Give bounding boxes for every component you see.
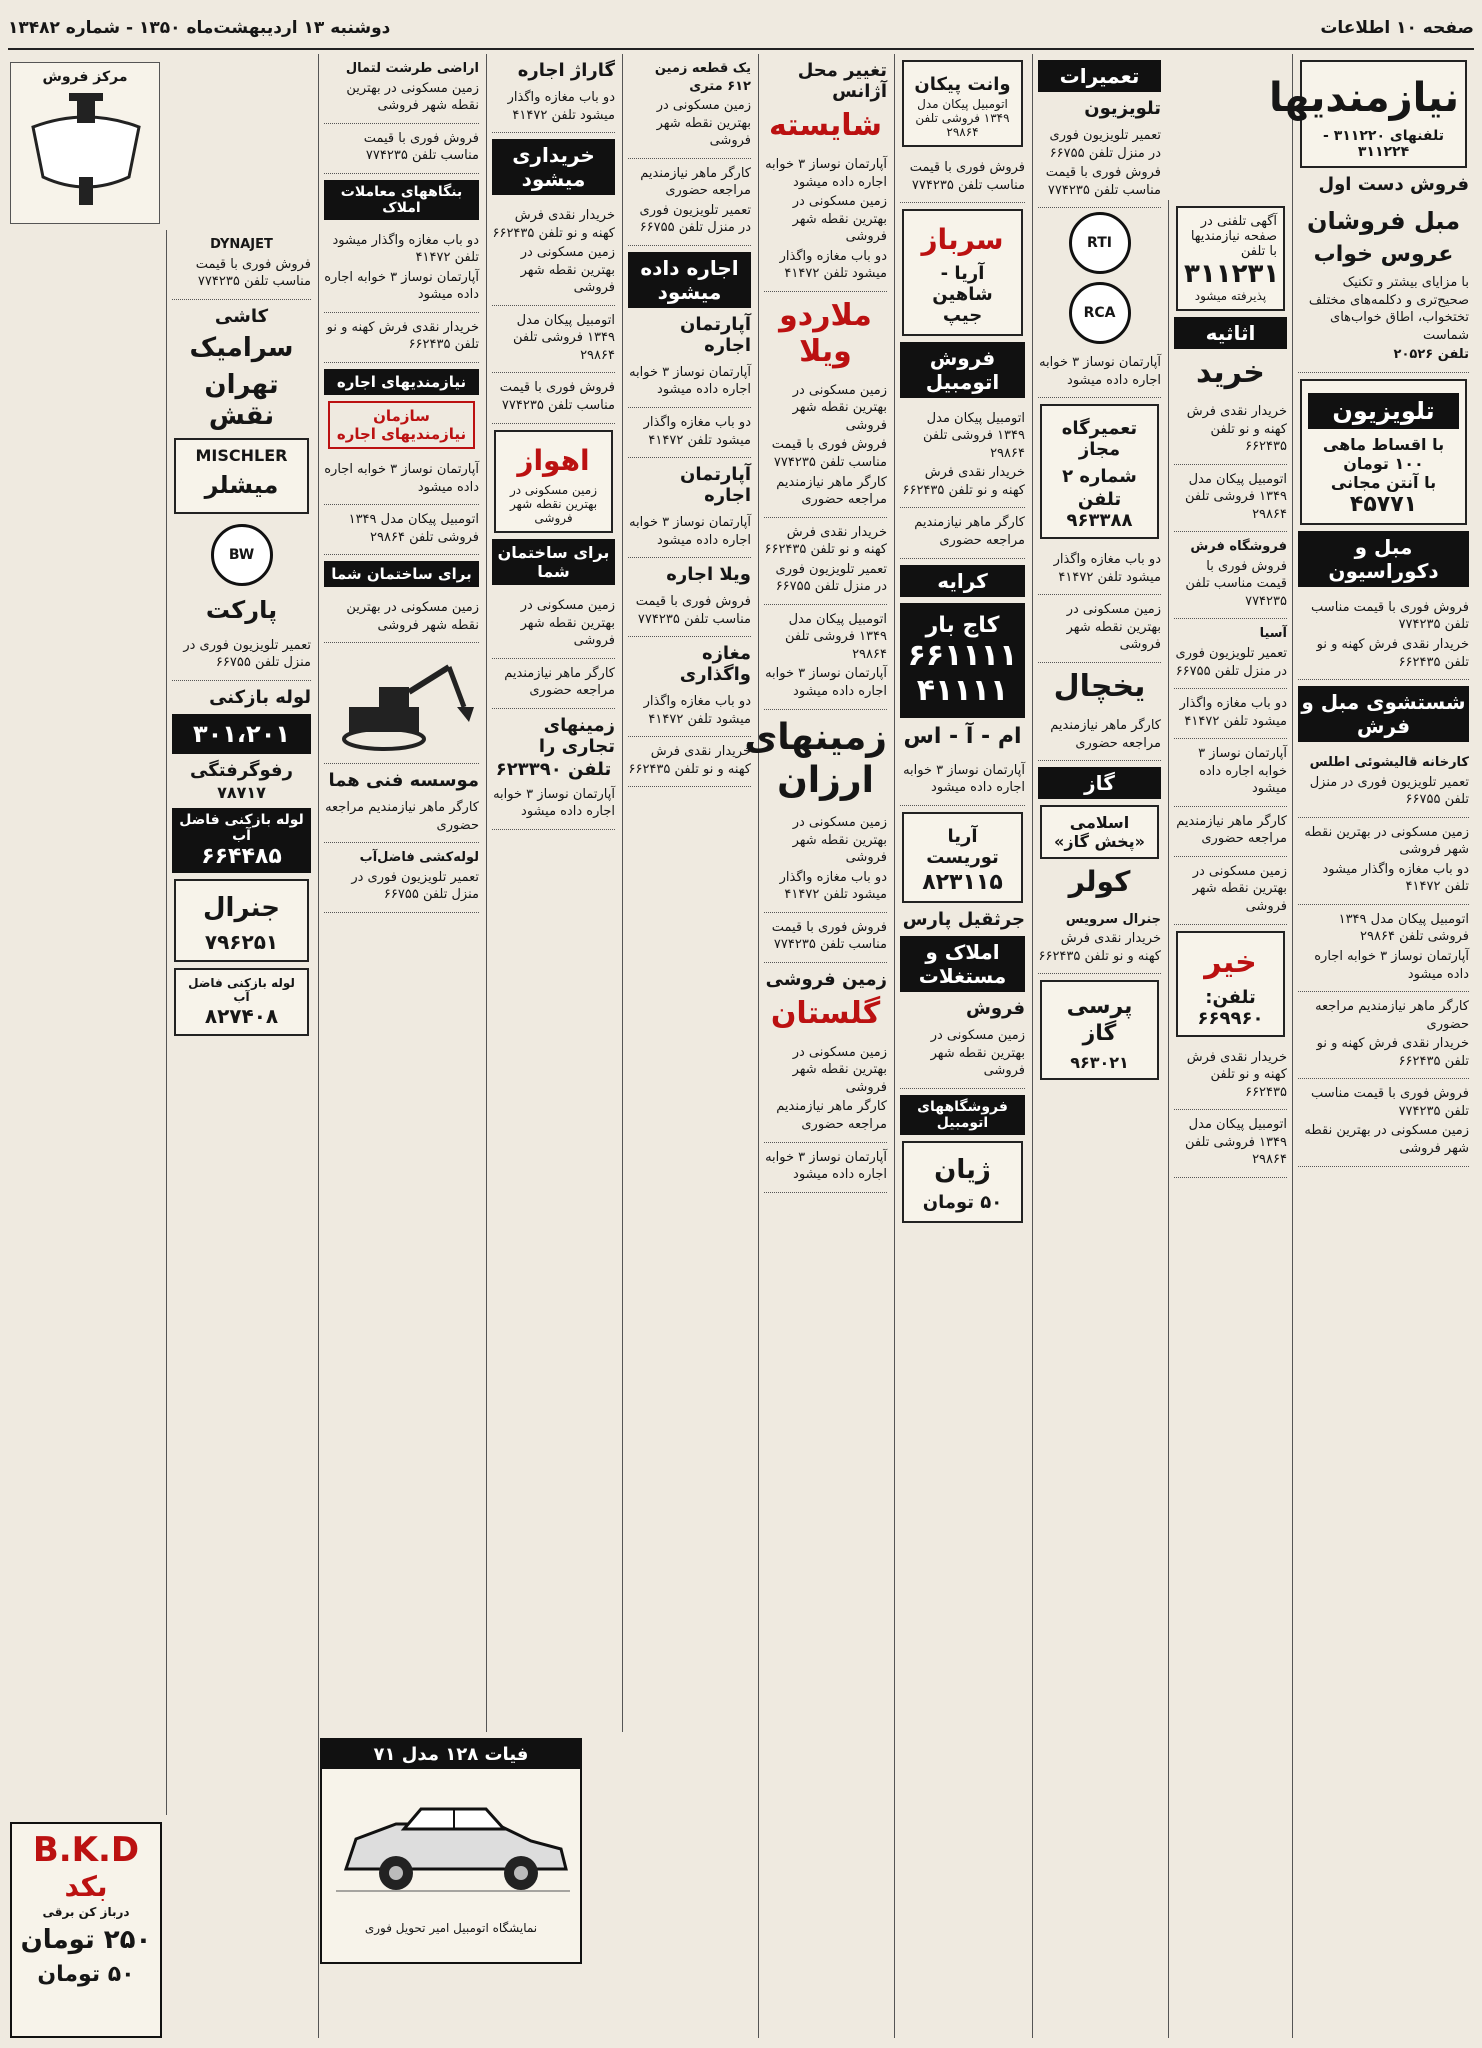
ad-block: کارگر ماهر نیازمندیم مراجعه حضوری (324, 793, 479, 843)
general-ad: جنرال ۷۹۶۲۵۱ (174, 879, 309, 962)
crane-title: جرثقیل پارس (902, 909, 1025, 930)
furniture-phone: تلفن ۲۰۵۲۶ (1393, 347, 1469, 363)
cheap-lands-title: زمینهای ارزان (744, 716, 887, 801)
ad-block: فروش فوری با قیمت مناسب تلفن ۷۷۴۲۳۵ (900, 153, 1025, 203)
ceramic-title: سرامیک (189, 332, 294, 363)
persia-gaz-ad: پرسی گاز ۹۶۳۰۲۱ (1040, 980, 1159, 1080)
kheir-phone: تلفن: ۶۶۹۹۶۰ (1197, 986, 1264, 1029)
ad-block: فروش فوری با قیمت مناسب تلفن ۷۷۴۲۳۵ (764, 913, 887, 963)
mas-title: ام - آ - اس (903, 723, 1022, 749)
ad-block: جنرال سرویس خریدار نقدی فرش کهنه و نو تلفن ۶۶۲۴۳۵ (1038, 905, 1161, 975)
section-cleaning: شستشوی مبل و فرش (1298, 686, 1469, 742)
classifieds-title: نیازمندیها (1268, 75, 1459, 121)
fiat-title: فیات ۱۲۸ مدل ۷۱ (322, 1740, 580, 1769)
pakhsh-gaz-ad: اسلامی «پخش گاز» (1040, 805, 1159, 859)
bkd-ad: B.K.D بکد درباز کن برقی ۲۵۰ تومان ۵۰ تومان (10, 1822, 162, 2038)
section-construction: برای ساختمان شما (492, 539, 615, 585)
ad-block: زمین مسکونی در بهترین نقطه شهر فروشی فروش فوری با قیمت مناسب تلفن ۷۷۴۲۳۵ کارگر ماهر نیازمندیم مراجعه حضوری (764, 376, 887, 518)
sink-ad: مرکز فروش (10, 62, 160, 224)
ad-block: خریدار نقدی فرش کهنه و نو تلفن ۶۶۲۴۳۵ (1174, 1043, 1287, 1111)
ad-block: کارخانه قالیشوئی اطلس تعمیر تلویزیون فوری در منزل تلفن ۶۶۷۵۵ (1298, 748, 1469, 818)
ad-block: دو باب مغازه واگذار میشود تلفن ۴۱۴۷۲ آپارتمان نوساز ۳ خوابه اجاره داده میشود (324, 226, 479, 313)
fazel-ad: لوله بازکنی فاضل آب ۸۲۷۴۰۸ (174, 968, 309, 1036)
phone-ad-box: آگهی تلفنی در صفحه نیازمندیها با تلفن ۳۱۱۲۳۱ پذیرفته میشود (1176, 206, 1285, 311)
column-5: یک قطعه زمین ۶۱۲ متری زمین مسکونی در بهترین نقطه شهر فروشی کارگر ماهر نیازمندیم مراجعه حضوری تعمیر تلویزیون فوری در منزل تلفن ۶۶۷۵۵ اجاره داده میشود آپارتمان اجاره آپارتمان نوساز ۳ خوابه اجاره داده میشود دو باب مغازه واگذار میشود تلفن ۴۱۴۷۲ آپارتمان اجاره آپارتمان نوساز ۳ خوابه اجاره داده میشود ویلا اجاره فروش فوری با قیمت مناسب تلفن ۷۷۴۲۳۵ مغازه واگذاری دو باب مغازه واگذار میشود تلفن ۴۱۴۷۲ خریدار نقدی فرش کهنه و نو تلفن ۶۶۲۴۳۵ (622, 54, 756, 1732)
ad-block: فروش فوری با قیمت مناسب تلفن ۷۷۴۲۳۵ (492, 373, 615, 423)
ad-block: اتومبیل پیکان مدل ۱۳۴۹ فروشی تلفن ۲۹۸۶۴ خریدار نقدی فرش کهنه و نو تلفن ۶۶۲۴۳۵ (900, 404, 1025, 509)
section-rent-given: اجاره داده میشود (628, 252, 751, 308)
repair-shop-title: تعمیرگاه مجاز (1061, 418, 1138, 461)
ad-block: زمین مسکونی در بهترین نقطه شهر فروشی (324, 593, 479, 643)
ad-block: کارگر ماهر نیازمندیم مراجعه حضوری تعمیر تلویزیون فوری در منزل تلفن ۶۶۷۵۵ (628, 159, 751, 246)
ad-block: تعمیر تلویزیون فوری در منزل تلفن ۶۶۷۵۵ (172, 631, 311, 681)
shayesteh-title: شایسته (769, 108, 882, 143)
excavator-ad (324, 643, 479, 764)
section-repairs: تعمیرات (1038, 60, 1161, 92)
ad-block: فروش فوری با قیمت مناسب تلفن ۷۷۴۲۳۵ (324, 124, 479, 174)
ad-block: زمین مسکونی در بهترین نقطه شهر فروشی (900, 1021, 1025, 1089)
parquet-ad: BW پارکت (172, 520, 311, 625)
ad-block: دو باب مغازه واگذار میشود تلفن ۴۱۴۷۲ (628, 687, 751, 737)
fridge-title: یخچال (1053, 669, 1146, 705)
rent-organization-stamp: سازمان نیازمندیهای اجاره (328, 401, 475, 449)
bedroom-title: عروس خواب (1313, 241, 1454, 267)
ad-block: کارگر ماهر نیازمندیم مراجعه حضوری (492, 659, 615, 709)
ad-block: زمین مسکونی در بهترین نقطه شهر فروشی دو باب مغازه واگذار میشود تلفن ۴۱۴۷۲ (1298, 818, 1469, 905)
bw-logo-icon: BW (211, 524, 273, 586)
ad-block: اتومبیل پیکان مدل ۱۳۴۹ فروشی تلفن ۲۹۸۶۴ آپارتمان نوساز ۳ خوابه اجاره داده میشود (1298, 905, 1469, 992)
agency-move-title: تغییر محل آژانس (797, 60, 887, 102)
van-ad: وانت پیکان اتومبیل پیکان مدل ۱۳۴۹ فروشی تلفن ۲۹۸۶۴ (902, 60, 1023, 147)
ad-block: اتومبیل پیکان مدل ۱۳۴۹ فروشی تلفن ۲۹۸۶۴ آپارتمان نوساز ۳ خوابه اجاره داده میشود (764, 605, 887, 710)
tv-ad-phone: ۴۵۷۷۱ (1349, 491, 1418, 517)
ad-block: خریدار نقدی فرش کهنه و نو تلفن ۶۶۲۴۳۵ زمین مسکونی در بهترین نقطه شهر فروشی (492, 201, 615, 306)
fiat-car-ad (320, 1738, 582, 1964)
ad-block: آپارتمان نوساز ۳ خوابه اجاره داده میشود (1174, 739, 1287, 807)
page-number: صفحه ۱۰ اطلاعات (1320, 18, 1474, 38)
section-gas: گاز (1038, 767, 1161, 799)
section-buyers: خریداری میشود (492, 139, 615, 195)
ad-block: تعمیر تلویزیون فوری در منزل تلفن ۶۶۷۵۵ فروش فوری با قیمت مناسب تلفن ۷۷۴۲۳۵ (1038, 121, 1161, 208)
arya-ad: آریا توریست ۸۲۳۱۱۵ (902, 812, 1023, 903)
ad-block: کارگر ماهر نیازمندیم مراجعه حضوری (900, 508, 1025, 558)
sewage-ad: لوله بازکنی فاضل آب ۶۶۴۴۸۵ (172, 808, 311, 873)
ad-block: دو باب مغازه واگذار میشود تلفن ۴۱۴۷۲ (1174, 689, 1287, 739)
section-furnishings: اثاثیه (1174, 317, 1287, 349)
column-2 (1032, 54, 1166, 2038)
ad-block: زمین مسکونی در بهترین نقطه شهر فروشی دو باب مغازه واگذار میشود تلفن ۴۱۴۷۲ (764, 808, 887, 913)
ad-block: لوله‌کشی فاضل‌آب تعمیر تلویزیون فوری در منزل تلفن ۶۶۷۵۵ (324, 843, 479, 913)
ad-block: فروش فوری با قیمت مناسب تلفن ۷۷۴۲۳۵ (628, 587, 751, 637)
section-rent: کرایه (900, 565, 1025, 597)
repair-shop-ad: تعمیرگاه مجاز شماره ۲ تلفن ۹۶۳۳۸۸ (1040, 404, 1159, 539)
kheir-title: خیر (1204, 944, 1257, 980)
ad-block: آپارتمان نوساز ۳ خوابه اجاره داده میشود (764, 1143, 887, 1193)
tv-repair-title: تلویزیون (1084, 98, 1161, 119)
furniture-ad (1298, 197, 1469, 373)
section-car-sales: فروش اتومبیل (900, 342, 1025, 398)
ad-block: فروش فوری با قیمت مناسب تلفن ۷۷۴۲۳۵ زمین مسکونی در بهترین نقطه شهر فروشی (1298, 1079, 1469, 1166)
rca-logo-icon: RCA (1069, 282, 1131, 344)
column-1b (1168, 200, 1292, 2038)
excavator-icon (329, 647, 479, 757)
column-1 (1268, 54, 1474, 2038)
ad-block: اتومبیل پیکان مدل ۱۳۴۹ فروشی تلفن ۲۹۸۶۴ (492, 306, 615, 374)
buy-title: خرید (1196, 355, 1265, 390)
car-icon (326, 1769, 580, 1919)
bkd-logo: B.K.D (32, 1830, 140, 1870)
kheir-ad (1176, 931, 1285, 1037)
ad-block: کارگر ماهر نیازمندیم مراجعه حضوری (1038, 711, 1161, 761)
ad-block: اراضی طرشت لتمال زمین مسکونی در بهترین نقطه شهر فروشی (324, 54, 479, 124)
ad-block: اتومبیل پیکان مدل ۱۳۴۹ فروشی تلفن ۲۹۸۶۴ (1174, 1110, 1287, 1178)
section-construction-2: برای ساختمان شما (324, 561, 479, 587)
repair-shop-phone: تلفن ۹۶۳۳۸۸ (1066, 489, 1133, 532)
ad-block: کارگر ماهر نیازمندیم مراجعه حضوری خریدار نقدی فرش کهنه و نو تلفن ۶۶۲۴۳۵ (1298, 992, 1469, 1079)
ad-block: فروش فوری با قیمت مناسب تلفن ۷۷۴۲۳۵ خریدار نقدی فرش کهنه و نو تلفن ۶۶۲۴۳۵ (1298, 593, 1469, 680)
section-car-stores: فروشگاههای اتومبیل (900, 1095, 1025, 1135)
tv-ad-title: تلویزیون (1308, 393, 1459, 429)
ad-block: کارگر ماهر نیازمندیم مراجعه حضوری (1174, 807, 1287, 857)
phone-ad-text: آگهی تلفنی در صفحه نیازمندیها با تلفن (1190, 214, 1277, 259)
ad-block: فروشگاه فرش فروش فوری با قیمت مناسب تلفن ۷۷۴۲۳۵ (1174, 532, 1287, 619)
pipe-phone: ۳۰۱،۲۰۱ (172, 714, 311, 754)
ad-block: زمین مسکونی در بهترین نقطه شهر فروشی کارگر ماهر نیازمندیم مراجعه حضوری (764, 1038, 887, 1143)
ad-block: آپارتمان نوساز ۳ خوابه اجاره داده میشود (324, 455, 479, 505)
ad-block: آسیا تعمیر تلویزیون فوری در منزل تلفن ۶۶۷۵۵ (1174, 619, 1287, 689)
section-real-estate: املاک و مستغلات (900, 936, 1025, 992)
classifieds-banner (1268, 60, 1467, 168)
ad-block: دو باب مغازه واگذار میشود تلفن ۴۱۴۷۲ (492, 83, 615, 133)
tv-ad (1300, 379, 1467, 525)
fiat-footer: نمایشگاه اتومبیل امیر تحویل فوری (364, 1921, 538, 1935)
masthead (8, 8, 1474, 50)
ad-block: آپارتمان نوساز ۳ خوابه اجاره داده میشود (1038, 348, 1161, 398)
ad-block: خریدار نقدی فرش کهنه و نو تلفن ۶۶۲۴۳۵ (628, 737, 751, 787)
brand-logos (1038, 208, 1161, 348)
ad-block: دو باب مغازه واگذار میشود تلفن ۴۱۴۷۲ (628, 408, 751, 458)
furniture-text: با مزایای بیشتر و تکنیک صحیح‌تری و دکلمه‌های مختلف تختخواب، اطاق خواب‌های شماست (1308, 275, 1469, 343)
ad-block: دو باب مغازه واگذار میشود تلفن ۴۱۴۷۲ (1038, 545, 1161, 595)
ad-block: DYNAJET فروش فوری با قیمت مناسب تلفن ۷۷۴۲۳۵ (172, 230, 311, 300)
column-8: DYNAJET فروش فوری با قیمت مناسب تلفن ۷۷۴۲۳۵ کاشی سرامیک تهران نقش MISCHLER میشلر BW پارکت تعمیر تلویزیون فوری در منزل تلفن ۶۶۷۵۵ لوله بازکنی ۳۰۱،۲۰۱ رفوگرفتگی ۷۸۷۱۷ لوله بازکنی فاضل آب ۶۶۴۴۸۵ جنرال ۷۹۶۲۵۱ لوله بازکنی فاضل آب ۸۲۷۴۰۸ (166, 230, 316, 1815)
ad-block: آپارتمان نوساز ۳ خوابه اجاره داده میشود (900, 756, 1025, 806)
furniture-title: مبل فروشان (1306, 207, 1461, 235)
ad-block: زمین مسکونی در بهترین نقطه شهر فروشی (492, 591, 615, 659)
tv-ad-price: با اقساط ماهی ۱۰۰ تومان (1322, 434, 1445, 473)
kajbar-ad: کاج بار ۶۶۱۱۱۱ ۴۱۱۱۱ (900, 603, 1025, 718)
ad-block: آپارتمان نوساز ۳ خوابه اجاره داده میشود (628, 508, 751, 558)
tehran-naqsh-title: تهران نقش (204, 369, 279, 432)
column-6: گاراژ اجاره دو باب مغازه واگذار میشود تلفن ۴۱۴۷۲ خریداری میشود خریدار نقدی فرش کهنه و نو تلفن ۶۶۲۴۳۵ زمین مسکونی در بهترین نقطه شهر فروشی اتومبیل پیکان مدل ۱۳۴۹ فروشی تلفن ۲۹۸۶۴ فروش فوری با قیمت مناسب تلفن ۷۷۴۲۳۵ اهواز زمین مسکونی در بهترین نقطه شهر فروشی برای ساختمان شما زمین مسکونی در بهترین نقطه شهر فروشی کارگر ماهر نیازمندیم مراجعه حضوری زمینهای تجاری را تلفن ۶۲۳۳۹۰ آپارتمان نوساز ۳ خوابه اجاره داده میشود (486, 54, 620, 1732)
zhiyan-ad: ژیان ۵۰ تومان (902, 1141, 1023, 1223)
ahvaz-ad: اهواز زمین مسکونی در بهترین نقطه شهر فروشی (494, 430, 613, 534)
mischler-ad: MISCHLER میشلر (174, 438, 309, 514)
column-4: تغییر محل آژانس شایسته آپارتمان نوساز ۳ خوابه اجاره داده میشود زمین مسکونی در بهترین نقطه شهر فروشی دو باب مغازه واگذار میشود تلفن ۴۱۴۷۲ ملاردو ویلا زمین مسکونی در بهترین نقطه شهر فروشی فروش فوری با قیمت مناسب تلفن ۷۷۴۲۳۵ کارگر ماهر نیازمندیم مراجعه حضوری خریدار نقدی فرش کهنه و نو تلفن ۶۶۲۴۳۵ تعمیر تلویزیون فوری در منزل تلفن ۶۶۷۵۵ اتومبیل پیکان مدل ۱۳۴۹ فروشی تلفن ۲۹۸۶۴ آپارتمان نوساز ۳ خوابه اجاره داده میشود زمینهای ارزان زمین مسکونی در بهترین نقطه شهر فروشی دو باب مغازه واگذار میشود تلفن ۴۱۴۷۲ فروش فوری با قیمت مناسب تلفن ۷۷۴۲۳۵ زمین فروشی گلستان زمین مسکونی در بهترین نقطه شهر فروشی کارگر ماهر نیازمندیم مراجعه حضوری آپارتمان نوساز ۳ خوابه اجاره داده میشود (758, 54, 892, 2038)
ad-block: خریدار نقدی فرش کهنه و نو تلفن ۶۶۲۴۳۵ (1174, 397, 1287, 465)
ad-block: اتومبیل پیکان مدل ۱۳۴۹ فروشی تلفن ۲۹۸۶۴ (324, 505, 479, 555)
ad-block: خریدار نقدی فرش کهنه و نو تلفن ۶۶۲۴۳۵ (324, 313, 479, 363)
rti-logo-icon: RTI (1069, 212, 1131, 274)
column-7: اراضی طرشت لتمال زمین مسکونی در بهترین نقطه شهر فروشی فروش فوری با قیمت مناسب تلفن ۷۷۴۲۳۵ بنگاههای معاملات املاک دو باب مغازه واگذار میشود تلفن ۴۱۴۷۲ آپارتمان نوساز ۳ خوابه اجاره داده میشود خریدار نقدی فرش کهنه و نو تلفن ۶۶۲۴۳۵ نیازمندیهای اجاره سازمان نیازمندیهای اجاره آپارتمان نوساز ۳ خوابه اجاره داده میشود اتومبیل پیکان مدل ۱۳۴۹ فروشی تلفن ۲۹۸۶۴ برای ساختمان شما زمین مسکونی در بهترین نقطه شهر فروشی موسسه فنی هما کارگر ماهر نیازمندیم مراجعه حضوری لوله‌کشی فاضل‌آب تعمیر تلویزیون فوری در منزل تلفن ۶۶۷۵۵ (318, 54, 484, 2038)
ad-block: آپارتمان نوساز ۳ خوابه اجاره داده میشود (492, 780, 615, 830)
ad-block: آپارتمان نوساز ۳ خوابه اجاره داده میشود (628, 358, 751, 408)
column-3: وانت پیکان اتومبیل پیکان مدل ۱۳۴۹ فروشی تلفن ۲۹۸۶۴ فروش فوری با قیمت مناسب تلفن ۷۷۴۲۳۵ سرباز آریا - شاهین جیپ فروش اتومبیل اتومبیل پیکان مدل ۱۳۴۹ فروشی تلفن ۲۹۸۶۴ خریدار نقدی فرش کهنه و نو تلفن ۶۶۲۴۳۵ کارگر ماهر نیازمندیم مراجعه حضوری کرایه کاج بار ۶۶۱۱۱۱ ۴۱۱۱۱ ام - آ - اس آپارتمان نوساز ۳ خوابه اجاره داده میشود آریا توریست ۸۲۳۱۱۵ جرثقیل پارس املاک و مستغلات فروش زمین مسکونی در بهترین نقطه شهر فروشی فروشگاههای اتومبیل ژیان ۵۰ تومان (894, 54, 1030, 2038)
sink-icon (13, 87, 159, 207)
section-first-hand: فروش دست اول (1318, 174, 1469, 195)
ad-block: آپارتمان نوساز ۳ خوابه اجاره داده میشود زمین مسکونی در بهترین نقطه شهر فروشی دو باب مغازه واگذار میشود تلفن ۴۱۴۷۲ (764, 150, 887, 292)
phone-ad-number: ۳۱۱۲۳۱ (1184, 259, 1280, 289)
classifieds-phones: تلفنهای ۳۱۱۲۲۰ - ۳۱۱۲۲۴ (1323, 128, 1444, 160)
section-rent-needs: نیازمندیهای اجاره (324, 369, 479, 395)
tv-ad-free: با آنتن مجانی (1330, 472, 1437, 492)
ad-block: زمین مسکونی در بهترین نقطه شهر فروشی (1174, 857, 1287, 925)
sarbaz-ad: سرباز آریا - شاهین جیپ (902, 209, 1023, 336)
golestan-title: گلستان (770, 995, 881, 1031)
mellardo-title: ملاردو ویلا (779, 297, 872, 369)
cooler-title: کولر (1068, 865, 1131, 899)
ad-block: زمین مسکونی در بهترین نقطه شهر فروشی (1038, 595, 1161, 663)
ad-block: خریدار نقدی فرش کهنه و نو تلفن ۶۶۲۴۳۵ تعمیر تلویزیون فوری در منزل تلفن ۶۶۷۵۵ (764, 518, 887, 605)
issue-date: دوشنبه ۱۳ اردیبهشت‌ماه ۱۳۵۰ - شماره ۱۳۴۸۲ (8, 18, 391, 38)
section-real-estate-agencies: بنگاههای معاملات املاک (324, 180, 479, 220)
ad-block: یک قطعه زمین ۶۱۲ متری زمین مسکونی در بهترین نقطه شهر فروشی (628, 54, 751, 159)
ad-block: اتومبیل پیکان مدل ۱۳۴۹ فروشی تلفن ۲۹۸۶۴ (1174, 465, 1287, 533)
section-furniture-decor: مبل و دکوراسیون (1298, 531, 1469, 587)
